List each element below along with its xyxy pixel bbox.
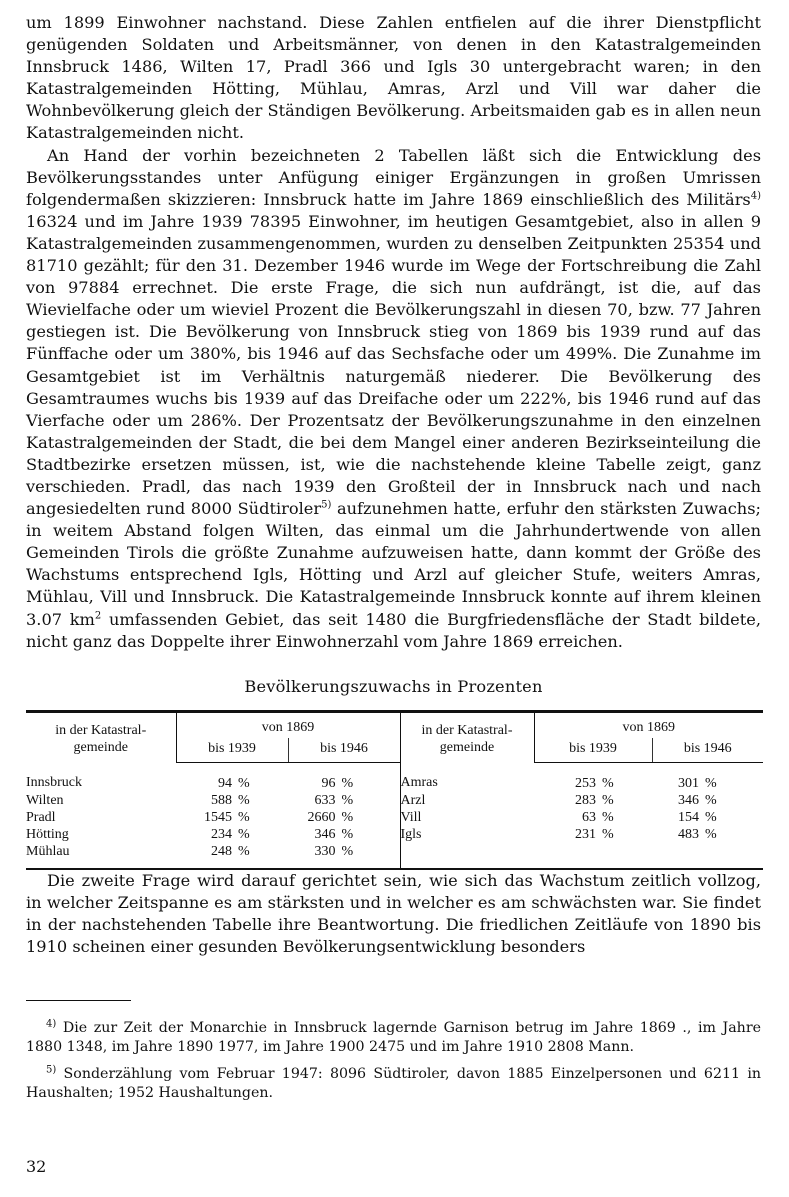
percent-sign: % bbox=[238, 843, 250, 859]
header-line: in der Katastral- bbox=[421, 723, 513, 739]
cell-bis-1946 bbox=[288, 809, 400, 826]
footnote-ref-4[interactable]: 4) bbox=[750, 190, 761, 202]
percent-value: 154 bbox=[678, 809, 699, 825]
cell-bis-1946 bbox=[652, 809, 763, 826]
percent-sign: % bbox=[238, 826, 250, 842]
subheader-1946-left: bis 1946 bbox=[288, 738, 400, 763]
row-name: Mühlau bbox=[26, 843, 70, 859]
footnote-ref-5[interactable]: 5) bbox=[321, 499, 332, 511]
cell-bis-1946 bbox=[652, 762, 763, 792]
row-name: Igls bbox=[400, 826, 422, 842]
percent-value: 633 bbox=[314, 792, 336, 808]
percent-sign: % bbox=[602, 792, 614, 808]
column-header-name bbox=[26, 711, 176, 762]
cell-bis-1946 bbox=[288, 843, 400, 869]
text-run: 16324 und im Jahre 1939 78395 Einwohner, im heutigen Gesamtgebiet, also in allen 9 Katastralgemeinden zusammengenommen, wurden zu denselben Zeitpunkten 25354 und 81710 gezählt; für den 31. Dezember 1946 wurde im Wege der Fortschreibung die Zahl von 97884 errechnet. Die erste Frage, die sich nun aufdrängt, ist die, auf das Wievielfache oder um wieviel Prozent die Bevölkerungszahl in diesen 70, bzw. 77 Jahren gestiegen ist. Die Bevölkerung von Innsbruck stieg von 1869 bis 1939 rund auf das Fünffache oder um 380%, bis 1946 auf das Sechsfache oder um 499%. Die Zunahme im Gesamtgebiet ist im Verhältnis naturgemäß niederer. Die Bevölkerung des Gesamtraumes wuchs bis 1939 auf das Dreifache oder um 222%, bis 1946 rund auf das Vierfache oder um 286%. Der Prozentsatz der Bevölkerungszunahme in den einzelnen Katastralgemeinden der Stadt, die bei dem Mangel einer anderen Bezirkseinteilung die Stadtbezirke ersetzen müssen, ist, wie die nachstehende kleine Tabelle zeigt, ganz verschieden. Pradl, das nach 1939 den Großteil der in Innsbruck nach und nach angesiedelten rund 8000 Südtiroler bbox=[26, 211, 761, 519]
cell-katastralgemeinde bbox=[26, 809, 176, 826]
percent-value: 234 bbox=[211, 826, 232, 842]
percent-value: 253 bbox=[575, 775, 596, 791]
header-line: gemeinde bbox=[439, 740, 495, 756]
subheader-1939-left: bis 1939 bbox=[176, 738, 288, 763]
header-line: gemeinde bbox=[73, 740, 128, 756]
cell-bis-1946 bbox=[288, 792, 400, 809]
row-name: Vill bbox=[400, 809, 422, 825]
footnote-mark: 5) bbox=[46, 1064, 57, 1076]
percent-value: 248 bbox=[211, 843, 232, 859]
cell-bis-1946 bbox=[288, 826, 400, 843]
cell-katastralgemeinde bbox=[400, 843, 534, 869]
paragraph-second-question: Die zweite Frage wird darauf gerichtet sein, wie sich das Wachstum zeitlich vollzog, in welcher Zeitspanne es am stärksten und in welcher es am schwächsten war. Sie findet in der nachstehenden Tabelle ihre Beantwortung. Die friedlichen Zeitläufe von 1890 bis 1910 scheinen einer gesunden Bevölkerungsentwicklung besonders bbox=[26, 870, 761, 956]
percent-sign: % bbox=[238, 809, 250, 825]
percent-value: 94 bbox=[218, 775, 232, 791]
text-run: aufzunehmen hatte, erfuhr den stärksten Zuwachs; in weitem Abstand folgen Wilten, das einmal um die Jahrhundertwende von allen Gemeinden Tirols die größte Zunahme aufzuweisen hatte, dann kommt der Größe des Wachstums entsprechend Igls, Hötting und Arzl auf gleicher Stufe, weiters Amras, Mühlau, Vill und Innsbruck. Die Katastralgemeinde Innsbruck konnte auf ihrem kleinen 3.07 km bbox=[26, 499, 761, 629]
cell-bis-1946 bbox=[288, 762, 400, 792]
table-row bbox=[26, 792, 763, 809]
cell-bis-1946 bbox=[652, 826, 763, 843]
cell-bis-1939 bbox=[176, 762, 288, 792]
paragraph-continuation: um 1899 Einwohner nachstand. Diese Zahlen entfielen auf die ihrer Dienstpflicht genügenden Soldaten und Arbeitsmänner, von denen in den Katastralgemeinden Innsbruck 1486, Wilten 17, Pradl 366 und Igls 30 untergebracht waren; in den Katastralgemeinden Hötting, Mühlau, Amras, Arzl und Vill war daher die Wohnbevölkerung gleich der Ständigen Bevölkerung. Arbeitsmaiden gab es in allen neun Katastralgemeinden nicht. bbox=[26, 13, 761, 143]
table-row bbox=[26, 843, 763, 869]
percent-value: 1545 bbox=[204, 809, 232, 825]
cell-katastralgemeinde bbox=[400, 826, 534, 843]
row-name: Arzl bbox=[400, 792, 426, 808]
percent-sign: % bbox=[341, 775, 354, 791]
paragraph-development bbox=[26, 145, 761, 653]
percent-sign: % bbox=[705, 792, 717, 808]
row-name: Hötting bbox=[26, 826, 69, 842]
header-line: in der Katastral- bbox=[55, 723, 147, 739]
percent-value: 588 bbox=[211, 792, 232, 808]
superscript-squared: 2 bbox=[94, 610, 102, 622]
cell-bis-1939 bbox=[176, 826, 288, 843]
percent-sign: % bbox=[341, 826, 354, 842]
cell-bis-1939 bbox=[176, 792, 288, 809]
cell-bis-1939 bbox=[534, 843, 652, 869]
population-growth-table bbox=[26, 710, 763, 870]
percent-sign: % bbox=[341, 809, 354, 825]
percent-value: 231 bbox=[575, 826, 596, 842]
table-row bbox=[26, 809, 763, 826]
cell-bis-1939 bbox=[176, 809, 288, 826]
percent-sign: % bbox=[602, 775, 614, 791]
footnote-text: Die zur Zeit der Monarchie in Innsbruck lagernde Garnison betrug im Jahre 1869 ., im Jahre 1880 1348, im Jahre 1890 1977, im Jahre 1900 2475 und im Jahre 1910 2808 Mann. bbox=[26, 1020, 761, 1056]
percent-value: 330 bbox=[314, 843, 336, 859]
percent-value: 96 bbox=[321, 775, 336, 791]
percent-value: 301 bbox=[678, 775, 699, 791]
cell-bis-1946 bbox=[652, 792, 763, 809]
row-name: Pradl bbox=[26, 809, 56, 825]
percent-sign: % bbox=[238, 792, 250, 808]
cell-bis-1939 bbox=[534, 826, 652, 843]
percent-value: 2660 bbox=[307, 809, 336, 825]
percent-sign: % bbox=[705, 809, 717, 825]
group-header-left: von 1869 bbox=[176, 711, 400, 738]
page-number: 32 bbox=[26, 1157, 47, 1176]
percent-value: 346 bbox=[314, 826, 336, 842]
row-name: Amras bbox=[400, 775, 438, 791]
percent-value: 283 bbox=[575, 792, 596, 808]
cell-katastralgemeinde bbox=[26, 792, 176, 809]
percent-value: 63 bbox=[582, 809, 596, 825]
cell-bis-1946 bbox=[652, 843, 763, 869]
cell-katastralgemeinde bbox=[400, 762, 534, 792]
table-body bbox=[26, 762, 763, 869]
cell-katastralgemeinde bbox=[26, 843, 176, 869]
footnote-mark: 4) bbox=[46, 1018, 57, 1030]
cell-katastralgemeinde bbox=[26, 826, 176, 843]
footnote-text: Sonderzählung vom Februar 1947: 8096 Südtiroler, davon 1885 Einzelpersonen und 6211 in Haushalten; 1952 Haushaltungen. bbox=[26, 1066, 761, 1102]
row-name: Innsbruck bbox=[26, 775, 82, 791]
cell-katastralgemeinde bbox=[400, 792, 534, 809]
column-header-name-right bbox=[400, 711, 534, 762]
group-header-right: von 1869 bbox=[534, 711, 763, 738]
percent-sign: % bbox=[341, 792, 354, 808]
percent-sign: % bbox=[705, 826, 717, 842]
footnote-divider bbox=[26, 1000, 131, 1001]
cell-bis-1939 bbox=[534, 762, 652, 792]
cell-katastralgemeinde bbox=[400, 809, 534, 826]
footnote-4 bbox=[26, 1019, 761, 1057]
percent-sign: % bbox=[341, 843, 354, 859]
table-row bbox=[26, 826, 763, 843]
footnote-5 bbox=[26, 1065, 761, 1103]
subheader-1939-right: bis 1939 bbox=[534, 738, 652, 763]
percent-value: 346 bbox=[678, 792, 699, 808]
percent-value: 483 bbox=[678, 826, 699, 842]
subheader-1946-right: bis 1946 bbox=[652, 738, 763, 763]
percent-sign: % bbox=[602, 809, 614, 825]
table-row bbox=[26, 762, 763, 792]
table-title: Bevölkerungszuwachs in Prozenten bbox=[244, 676, 543, 696]
percent-sign: % bbox=[602, 826, 614, 842]
cell-katastralgemeinde bbox=[26, 762, 176, 792]
percent-sign: % bbox=[705, 775, 717, 791]
cell-bis-1939 bbox=[534, 792, 652, 809]
row-name: Wilten bbox=[26, 792, 64, 808]
text-run: An Hand der vorhin bezeichneten 2 Tabellen läßt sich die Entwicklung des Bevölkerungsstandes unter Anfügung einiger Ergänzungen in großen Umrissen folgendermaßen skizzieren: Innsbruck hatte im Jahre 1869 einschließlich des Militärs bbox=[26, 145, 761, 209]
cell-bis-1939 bbox=[176, 843, 288, 869]
percent-sign: % bbox=[238, 775, 250, 791]
cell-bis-1939 bbox=[534, 809, 652, 826]
text-run: umfassenden Gebiet, das seit 1480 die Burgfriedensfläche der Stadt bildete, nicht ganz das Doppelte ihrer Einwohnerzahl vom Jahre 1869 erreichen. bbox=[26, 609, 761, 651]
